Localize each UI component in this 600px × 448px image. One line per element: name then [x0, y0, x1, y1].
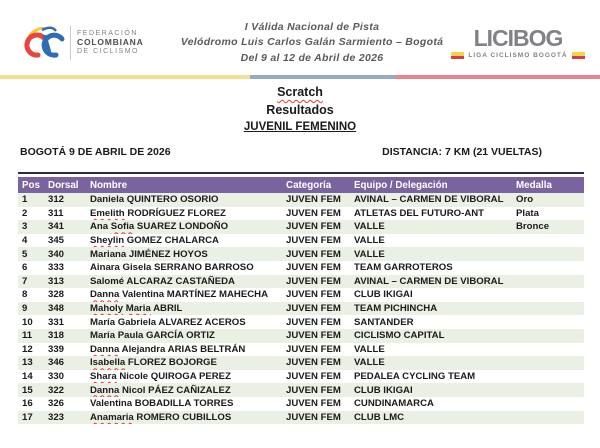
- table-row: [18, 356, 584, 370]
- cell-team: CLUB IKIGAI: [354, 289, 413, 301]
- cell-pos: 9: [18, 302, 44, 316]
- cell-category: JUVEN FEM: [286, 343, 341, 355]
- fcc-line2: COLOMBIANA: [77, 37, 144, 48]
- fcc-logo-text: [77, 30, 144, 56]
- cell-pos: 13: [18, 356, 44, 370]
- column-header-categoria: Categoría: [282, 177, 350, 193]
- cell-category: JUVEN FEM: [286, 371, 341, 383]
- cell-name: María Gabriela ALVAREZ ACEROS: [90, 316, 246, 328]
- fcc-logo-divider: [70, 26, 71, 60]
- cell-name: Danna Nicol PÁEZ CAÑIZALEZ: [86, 383, 282, 397]
- table-row: [18, 261, 584, 275]
- cell-pos: 3: [18, 220, 44, 234]
- table-row: [18, 193, 584, 207]
- misspelled-word: Shara: [90, 371, 117, 383]
- cell-name: Anamaria ROMERO CUBILLOS: [86, 411, 282, 425]
- cell-pos: 12: [22, 343, 33, 355]
- cell-category: JUVEN FEM: [282, 356, 350, 370]
- cell-name: Sheylin GOMEZ CHALARCA: [90, 235, 219, 247]
- cell-team: AVINAL – CARMEN DE VIBORAL: [350, 193, 512, 207]
- licibog-tagline: LIGA CICLISMO BOGOTÁ: [468, 52, 568, 59]
- cell-team: VALLE: [350, 356, 512, 370]
- table-row: [18, 411, 584, 425]
- event-title: [176, 20, 448, 66]
- cell-name: María Paula GARCÍA ORTIZ: [86, 329, 282, 343]
- cell-category: JUVEN FEM: [282, 383, 350, 397]
- table-row: [18, 247, 584, 261]
- fcc-line1: FEDERACIÓN: [77, 30, 138, 38]
- cell-dorsal: 333: [48, 262, 65, 274]
- licibog-wordmark: LICIBOG: [473, 25, 563, 51]
- misspelled-word: Sheylin: [90, 235, 125, 247]
- cell-name: Salomé ALCARAZ CASTAÑEDA: [86, 275, 282, 289]
- cell-dorsal: 313: [44, 275, 86, 289]
- column-header-nombre: Nombre: [86, 177, 282, 193]
- cell-name: Ana Sofia SUAREZ LONDOÑO: [86, 220, 282, 234]
- cell-name: Danna Alejandra ARIAS BELTRÁN: [90, 343, 246, 355]
- cell-dorsal: 322: [44, 383, 86, 397]
- cell-category: JUVEN FEM: [286, 262, 341, 274]
- column-header-dorsal: Dorsal: [44, 177, 86, 193]
- cell-category: JUVEN FEM: [282, 411, 350, 425]
- table-header-row: [18, 177, 584, 193]
- cell-dorsal: 346: [44, 356, 86, 370]
- cell-pos: 5: [18, 247, 44, 261]
- column-header-medalla: Medalla: [512, 177, 584, 193]
- misspelled-word: Isabella: [90, 357, 126, 369]
- cell-medal: Plata: [516, 207, 539, 219]
- distance: DISTANCIA: 7 KM (21 VUELTAS): [382, 146, 542, 158]
- licibog-tagline-row: [448, 52, 588, 59]
- results-table: [18, 177, 584, 424]
- table-row: [18, 207, 584, 221]
- cell-pos: 4: [22, 235, 28, 247]
- cell-pos: 17: [18, 411, 44, 425]
- date-location: BOGOTÁ 9 DE ABRIL DE 2026: [20, 146, 171, 158]
- cell-medal: [512, 411, 584, 425]
- cell-medal: [512, 288, 584, 302]
- cell-medal: [512, 343, 584, 357]
- table-row: [18, 315, 584, 329]
- cell-category: JUVEN FEM: [282, 247, 350, 261]
- cell-medal: [512, 370, 584, 384]
- cell-dorsal: 318: [44, 329, 86, 343]
- colombia-tricolor-bar: [0, 75, 600, 79]
- cell-name: Daniela QUINTERO OSORIO: [86, 193, 282, 207]
- cell-pos: 11: [18, 329, 44, 343]
- cell-dorsal: 323: [44, 411, 86, 425]
- cell-name: Maholy Maria ABRIL: [86, 302, 282, 316]
- tricolor-red-segment: [395, 75, 600, 79]
- fcc-logo-mark-icon: [18, 21, 66, 65]
- category-title: JUVENIL FEMENINO: [243, 121, 357, 133]
- results-body: [18, 193, 584, 424]
- cell-team: VALLE: [354, 235, 385, 247]
- cell-category: JUVEN FEM: [286, 398, 341, 410]
- cell-team: CICLISMO CAPITAL: [350, 329, 512, 343]
- cell-team: ATLETAS DEL FUTURO-ANT: [354, 207, 485, 219]
- cell-dorsal: 339: [48, 343, 65, 355]
- event-title-line3: Del 9 al 12 de Abril de 2026: [240, 51, 384, 64]
- event-title-line2: Velódromo Luis Carlos Galán Sarmiento – Bogotá: [180, 36, 444, 49]
- cell-medal: [512, 315, 584, 329]
- cell-dorsal: 341: [44, 220, 86, 234]
- title-block: [0, 83, 600, 135]
- cell-pos: 16: [22, 398, 33, 410]
- table-row: [18, 220, 584, 234]
- cell-category: JUVEN FEM: [286, 316, 341, 328]
- cell-dorsal: 312: [44, 193, 86, 207]
- cell-medal: [512, 275, 584, 289]
- table-row: [18, 370, 584, 384]
- table-row: [18, 234, 584, 248]
- cell-dorsal: 345: [48, 235, 65, 247]
- cell-team: VALLE: [350, 220, 512, 234]
- cell-medal: [512, 302, 584, 316]
- cell-category: JUVEN FEM: [282, 302, 350, 316]
- cell-pos: 7: [18, 275, 44, 289]
- table-row: [18, 383, 584, 397]
- cell-medal: [512, 397, 584, 411]
- table-row: [18, 288, 584, 302]
- cell-dorsal: 331: [48, 316, 65, 328]
- results-title: Resultados: [266, 103, 334, 117]
- cell-category: JUVEN FEM: [286, 207, 341, 219]
- cell-name: Isabella FLOREZ BOJORGE: [86, 356, 282, 370]
- cell-dorsal: 328: [48, 289, 65, 301]
- cell-medal: [512, 329, 584, 343]
- cell-category: JUVEN FEM: [282, 329, 350, 343]
- cell-category: JUVEN FEM: [286, 289, 341, 301]
- cell-team: CUNDINAMARCA: [354, 398, 434, 410]
- divider-rule: [18, 172, 584, 174]
- table-row: [18, 397, 584, 411]
- cell-medal: [512, 383, 584, 397]
- cell-pos: 2: [22, 207, 28, 219]
- cell-category: JUVEN FEM: [282, 220, 350, 234]
- cell-name: Emelith RODRÍGUEZ FLOREZ: [90, 207, 226, 219]
- cell-team: PEDALEA CYCLING TEAM: [354, 371, 476, 383]
- tricolor-yellow-segment: [0, 75, 250, 79]
- document-header: [0, 0, 600, 72]
- cell-name: Danna Valentina MARTÍNEZ MAHECHA: [90, 289, 269, 301]
- cell-category: JUVEN FEM: [286, 235, 341, 247]
- cell-dorsal: 326: [48, 398, 65, 410]
- bogota-flag-icon: [572, 52, 585, 59]
- fcc-logo: [18, 21, 176, 65]
- table-row: [18, 302, 584, 316]
- cell-dorsal: 340: [44, 247, 86, 261]
- cell-team: TEAM GARROTEROS: [354, 262, 453, 274]
- event-title-line1: I Válida Nacional de Pista: [244, 21, 380, 34]
- misspelled-word: Danna: [90, 343, 120, 355]
- cell-medal: [512, 247, 584, 261]
- misspelled-word: Maholy: [90, 303, 124, 315]
- race-title: Scratch: [277, 85, 323, 99]
- cell-category: JUVEN FEM: [282, 275, 350, 289]
- bogota-flag-icon: [451, 52, 464, 59]
- cell-dorsal: 330: [48, 371, 65, 383]
- cell-pos: 8: [22, 289, 28, 301]
- misspelled-word: Maria: [125, 303, 151, 315]
- cell-team: SANTANDER: [354, 316, 414, 328]
- cell-team: VALLE: [354, 343, 385, 355]
- misspelled-word: Sofia: [110, 221, 135, 233]
- tricolor-blue-segment: [250, 75, 395, 79]
- cell-team: TEAM PICHINCHA: [350, 302, 512, 316]
- cell-team: CLUB IKIGAI: [350, 383, 512, 397]
- cell-medal: [512, 261, 584, 275]
- cell-team: CLUB LMC: [350, 411, 512, 425]
- cell-pos: 6: [22, 262, 28, 274]
- table-row: [18, 275, 584, 289]
- meta-row: [20, 146, 542, 158]
- cell-dorsal: 348: [44, 302, 86, 316]
- cell-name: Ainara Gisela SERRANO BARROSO: [90, 262, 254, 274]
- cell-pos: 14: [22, 371, 33, 383]
- cell-name: Valentina BOBADILLA TORRES: [90, 398, 234, 410]
- cell-name: Shara Nicole QUIROGA PEREZ: [90, 371, 231, 383]
- misspelled-word: Anamaria: [90, 411, 134, 423]
- licibog-logo: [448, 27, 588, 59]
- cell-dorsal: 311: [48, 207, 64, 219]
- misspelled-word: Danna: [90, 289, 120, 301]
- fcc-line3: DE CICLISMO: [77, 47, 140, 55]
- table-row: [18, 329, 584, 343]
- misspelled-word: Emelith: [90, 207, 125, 219]
- cell-team: AVINAL – CARMEN DE VIBORAL: [350, 275, 512, 289]
- misspelled-word: Danna: [90, 384, 120, 396]
- cell-category: JUVEN FEM: [282, 193, 350, 207]
- cell-pos: 10: [22, 316, 33, 328]
- cell-pos: 1: [18, 193, 44, 207]
- cell-medal: [512, 356, 584, 370]
- column-header-pos: Pos: [18, 177, 44, 193]
- cell-medal: Bronce: [512, 220, 584, 234]
- cell-medal: Oro: [512, 193, 584, 207]
- column-header-equipo: Equipo / Delegación: [350, 177, 512, 193]
- cell-pos: 15: [18, 383, 44, 397]
- cell-name: Mariana JIMÉNEZ HOYOS: [86, 247, 282, 261]
- table-row: [18, 343, 584, 357]
- cell-team: VALLE: [350, 247, 512, 261]
- cell-medal: [512, 234, 584, 248]
